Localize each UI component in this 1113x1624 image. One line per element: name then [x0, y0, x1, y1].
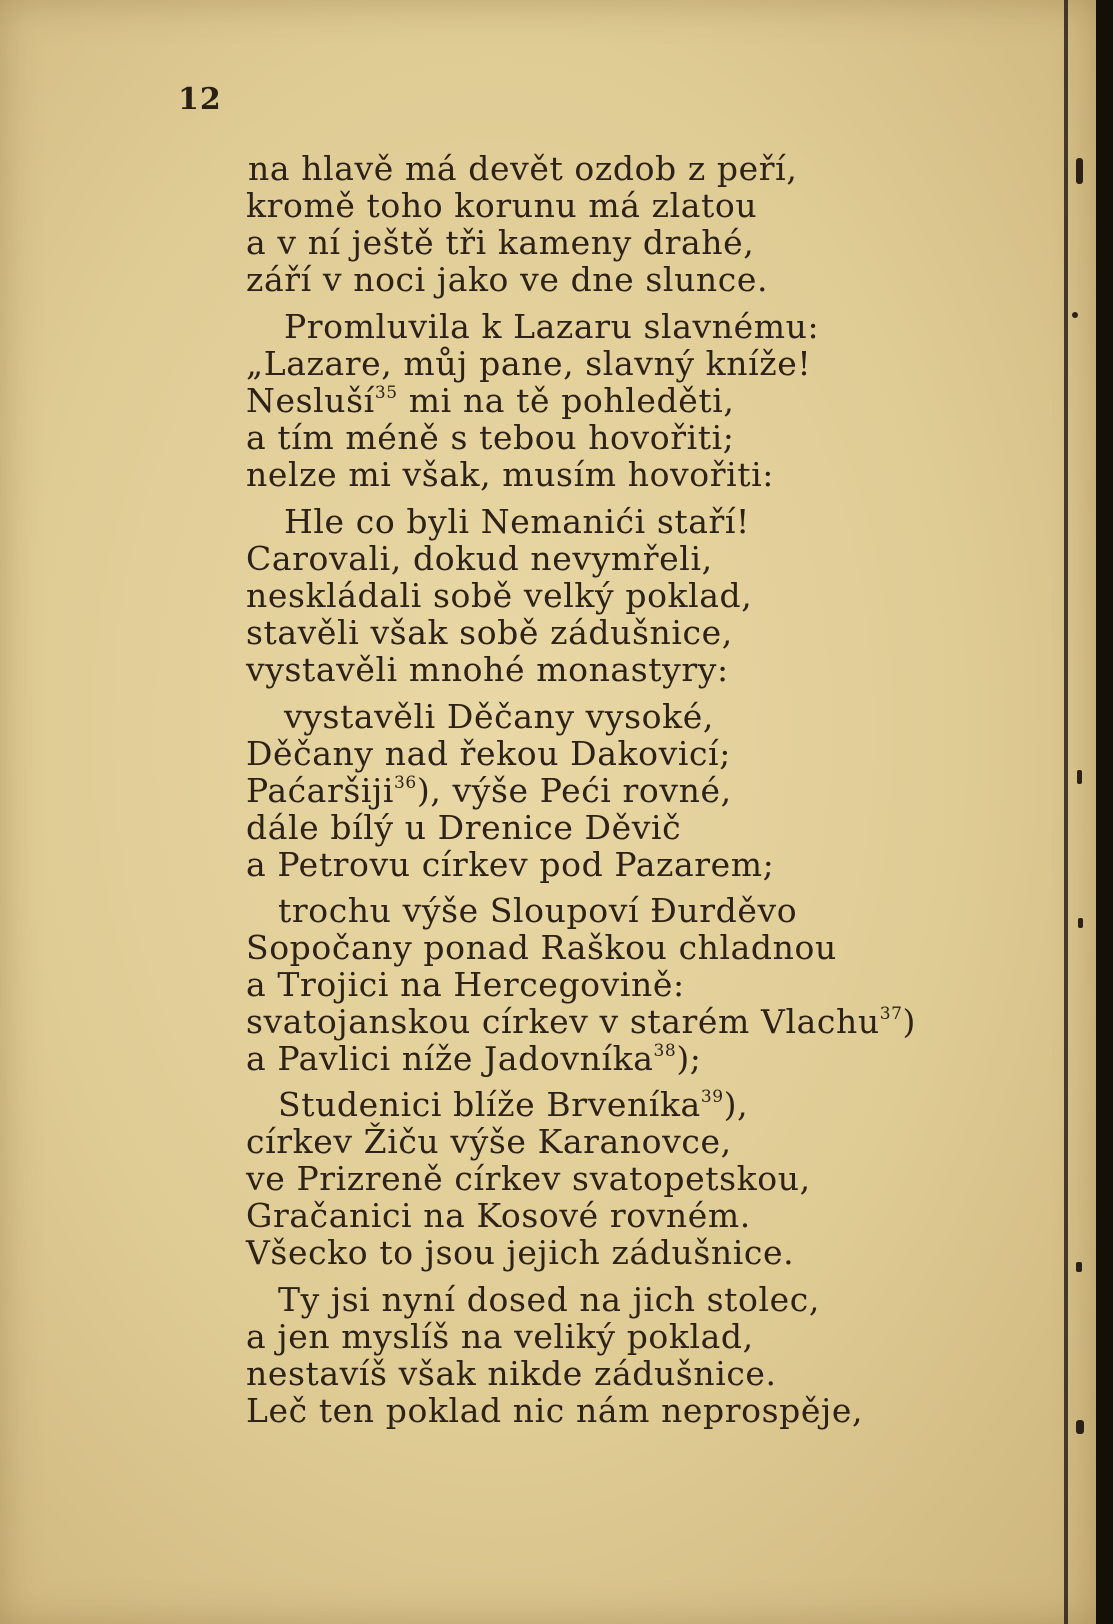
footnote-ref: 39: [700, 1087, 724, 1107]
poem-line: Promluvila k Lazaru slavnému:: [284, 307, 820, 346]
poem-line: vystavěli Děčany vysoké,: [284, 697, 714, 736]
footnote-ref: 38: [653, 1041, 677, 1061]
ink-speck: [1077, 770, 1082, 784]
poem-line: a Petrovu církev pod Pazarem;: [246, 845, 775, 884]
poem-line: a tím méně s tebou hovořiti;: [246, 418, 735, 457]
ink-speck: [1076, 158, 1083, 184]
poem-line: Sopočany ponad Raškou chladnou: [246, 928, 837, 967]
binding-edge: [1064, 0, 1068, 1624]
ink-speck: [1076, 1262, 1082, 1272]
footnote-ref: 36: [394, 773, 417, 793]
poem-line: svatojanskou církev v starém Vlachu$^{37}$): [246, 1002, 917, 1041]
poem-line: na hlavě má devět ozdob z peří,: [248, 149, 798, 188]
ink-speck: [1072, 312, 1078, 318]
poem-line: Ty jsi nyní dosed na jich stolec,: [278, 1280, 820, 1319]
ink-speck: [1076, 1420, 1084, 1434]
poem-line: „Lazare, můj pane, slavný kníže!: [246, 344, 812, 383]
poem-line: a Pavlici níže Jadovníka$^{38}$);: [246, 1039, 702, 1078]
poem-line: neskládali sobě velký poklad,: [246, 576, 753, 615]
poem-line: kromě toho korunu má zlatou: [246, 186, 758, 225]
poem-line: vystavěli mnohé monastyry:: [246, 650, 729, 689]
poem-line: a v ní ještě tři kameny drahé,: [246, 223, 755, 262]
poem-line: Studenici blíže Brveníka$^{39}$),: [278, 1085, 749, 1124]
poem-line: září v noci jako ve dne slunce.: [246, 260, 769, 299]
poem-line: Leč ten poklad nic nám neprospěje,: [246, 1391, 864, 1430]
poem-line: stavěli však sobě zádušnice,: [246, 613, 733, 652]
poem-line: Paćaršiji$^{36}$), výše Peći rovné,: [246, 771, 732, 810]
poem-line: církev Žiču výše Karanovce,: [246, 1122, 732, 1161]
poem-line: Gračanici na Kosové rovném.: [246, 1196, 751, 1235]
poem-line: a jen myslíš na veliký poklad,: [246, 1317, 754, 1356]
poem-line: Všecko to jsou jejich zádušnice.: [246, 1233, 795, 1272]
poem-line: Nesluší$^{35}$ mi na tě pohleděti,: [246, 381, 735, 420]
footnote-ref: 35: [374, 383, 398, 403]
ink-speck: [1078, 918, 1083, 928]
poem-line: dále bílý u Drenice Děvič: [246, 808, 682, 847]
footnote-ref: 37: [879, 1004, 903, 1024]
page-number: 12: [178, 82, 222, 117]
poem-line: nelze mi však, musím hovořiti:: [246, 455, 775, 494]
poem-line: Děčany nad řekou Dakovicí;: [246, 734, 731, 773]
poem-line: Hle co byli Nemanići staří!: [284, 502, 750, 541]
poem-line: nestavíš však nikde zádušnice.: [246, 1354, 777, 1393]
poem-line: a Trojici na Hercegovině:: [246, 965, 685, 1004]
poem-line: trochu výše Sloupoví Đurděvo: [278, 891, 798, 930]
poem-line: ve Prizreně církev svatopetskou,: [246, 1159, 811, 1198]
poem-line: Carovali, dokud nevymřeli,: [246, 539, 713, 578]
